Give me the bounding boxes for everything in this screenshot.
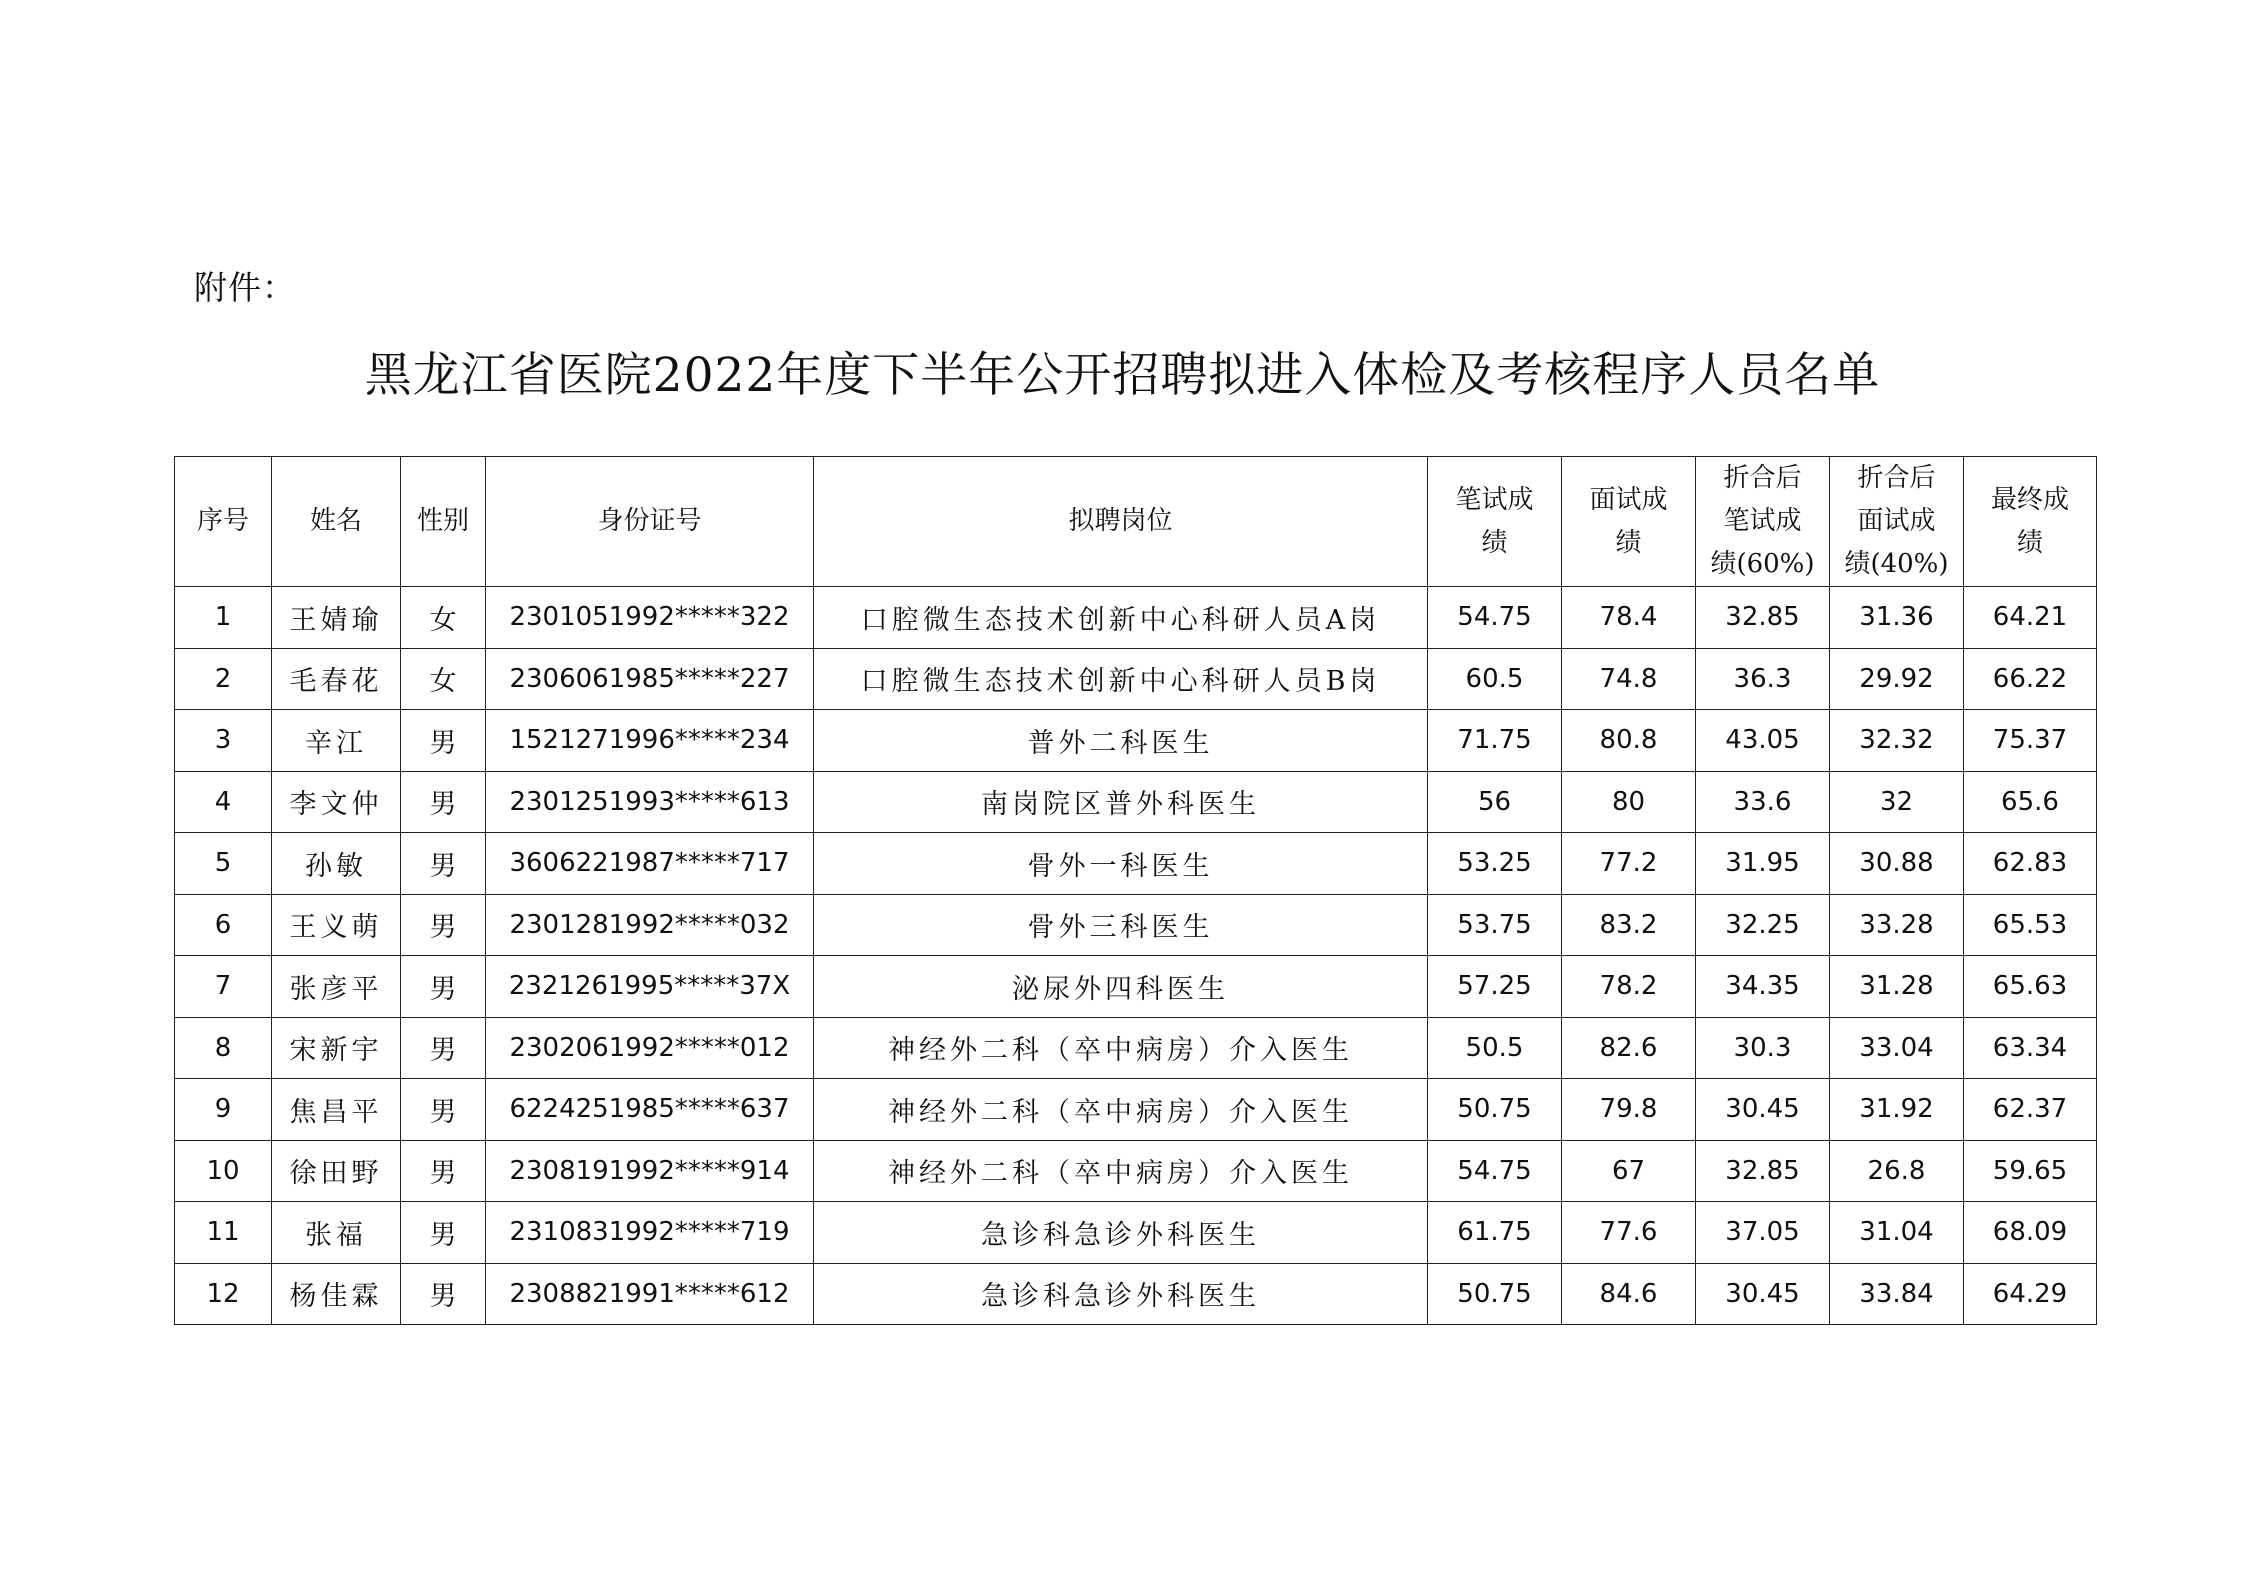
header-text-line: 笔试成 xyxy=(1455,484,1534,515)
table-row xyxy=(175,648,2097,710)
cell-weighted-written-score: 30.45 xyxy=(1696,1263,1830,1325)
cell-weighted-written-score: 32.25 xyxy=(1696,894,1830,956)
cell-weighted-written-score: 36.3 xyxy=(1696,648,1830,710)
header-weighted-written-score xyxy=(1696,457,1830,587)
header-id-number xyxy=(486,457,814,587)
cell-final-score: 68.09 xyxy=(1964,1202,2097,1264)
header-text-line: 姓名 xyxy=(309,506,362,536)
cell-name: 王婧瑜 xyxy=(272,587,401,649)
cell-weighted-written-score: 37.05 xyxy=(1696,1202,1830,1264)
cell-name: 张福 xyxy=(272,1202,401,1264)
cell-seq: 5 xyxy=(175,833,272,895)
header-text-line: 拟聘岗位 xyxy=(1068,506,1173,536)
cell-gender: 男 xyxy=(401,1017,486,1079)
cell-final-score: 63.34 xyxy=(1964,1017,2097,1079)
cell-name: 杨佳霖 xyxy=(272,1263,401,1325)
table-row xyxy=(175,1140,2097,1202)
cell-id-number: 3606221987*****717 xyxy=(486,833,814,895)
cell-position: 泌尿外四科医生 xyxy=(814,956,1428,1018)
cell-written-score: 54.75 xyxy=(1428,587,1562,649)
cell-id-number: 6224251985*****637 xyxy=(486,1079,814,1141)
header-text-line: 绩 xyxy=(2016,527,2043,558)
cell-final-score: 75.37 xyxy=(1964,710,2097,772)
cell-written-score: 57.25 xyxy=(1428,956,1562,1018)
cell-weighted-written-score: 32.85 xyxy=(1696,1140,1830,1202)
cell-id-number: 2301051992*****322 xyxy=(486,587,814,649)
cell-interview-score: 78.4 xyxy=(1562,587,1696,649)
header-interview-score xyxy=(1562,457,1696,587)
cell-weighted-written-score: 33.6 xyxy=(1696,771,1830,833)
cell-final-score: 66.22 xyxy=(1964,648,2097,710)
cell-id-number: 2308821991*****612 xyxy=(486,1263,814,1325)
header-text-line: 面试成 xyxy=(1589,484,1668,515)
cell-weighted-interview-score: 31.92 xyxy=(1830,1079,1964,1141)
cell-weighted-interview-score: 26.8 xyxy=(1830,1140,1964,1202)
cell-interview-score: 80.8 xyxy=(1562,710,1696,772)
cell-weighted-interview-score: 30.88 xyxy=(1830,833,1964,895)
header-name xyxy=(272,457,401,587)
cell-seq: 10 xyxy=(175,1140,272,1202)
header-text-line: 绩 xyxy=(1481,527,1508,558)
header-text-line: 绩 xyxy=(1615,527,1642,558)
cell-interview-score: 78.2 xyxy=(1562,956,1696,1018)
cell-id-number: 2321261995*****37X xyxy=(486,956,814,1018)
cell-final-score: 64.21 xyxy=(1964,587,2097,649)
table-row xyxy=(175,1017,2097,1079)
cell-seq: 4 xyxy=(175,771,272,833)
cell-weighted-interview-score: 33.04 xyxy=(1830,1017,1964,1079)
cell-seq: 9 xyxy=(175,1079,272,1141)
header-text-line: 折合后 xyxy=(1857,463,1936,493)
cell-gender: 男 xyxy=(401,710,486,772)
candidate-table xyxy=(174,456,2097,1325)
cell-id-number: 2308191992*****914 xyxy=(486,1140,814,1202)
header-text-line: 笔试成 xyxy=(1723,506,1802,536)
cell-weighted-written-score: 34.35 xyxy=(1696,956,1830,1018)
cell-position: 骨外三科医生 xyxy=(814,894,1428,956)
table-row xyxy=(175,771,2097,833)
table-row xyxy=(175,833,2097,895)
cell-written-score: 53.75 xyxy=(1428,894,1562,956)
cell-interview-score: 67 xyxy=(1562,1140,1696,1202)
cell-seq: 2 xyxy=(175,648,272,710)
cell-seq: 7 xyxy=(175,956,272,1018)
cell-weighted-interview-score: 33.84 xyxy=(1830,1263,1964,1325)
cell-interview-score: 84.6 xyxy=(1562,1263,1696,1325)
cell-final-score: 65.63 xyxy=(1964,956,2097,1018)
header-seq xyxy=(175,457,272,587)
table-row xyxy=(175,894,2097,956)
cell-name: 毛春花 xyxy=(272,648,401,710)
cell-id-number: 2306061985*****227 xyxy=(486,648,814,710)
cell-written-score: 60.5 xyxy=(1428,648,1562,710)
header-final-score xyxy=(1964,457,2097,587)
table-body xyxy=(175,587,2097,1325)
cell-position: 神经外二科（卒中病房）介入医生 xyxy=(814,1140,1428,1202)
cell-weighted-written-score: 30.3 xyxy=(1696,1017,1830,1079)
cell-written-score: 50.75 xyxy=(1428,1079,1562,1141)
cell-name: 王义萌 xyxy=(272,894,401,956)
cell-id-number: 2301251993*****613 xyxy=(486,771,814,833)
header-written-score xyxy=(1428,457,1562,587)
cell-seq: 8 xyxy=(175,1017,272,1079)
cell-id-number: 2301281992*****032 xyxy=(486,894,814,956)
header-text-line: 绩(40%) xyxy=(1844,549,1949,579)
header-gender xyxy=(401,457,486,587)
cell-written-score: 56 xyxy=(1428,771,1562,833)
cell-seq: 12 xyxy=(175,1263,272,1325)
cell-weighted-written-score: 43.05 xyxy=(1696,710,1830,772)
cell-seq: 1 xyxy=(175,587,272,649)
header-text-line: 面试成 xyxy=(1857,506,1936,536)
cell-position: 神经外二科（卒中病房）介入医生 xyxy=(814,1017,1428,1079)
cell-weighted-interview-score: 29.92 xyxy=(1830,648,1964,710)
cell-weighted-written-score: 32.85 xyxy=(1696,587,1830,649)
cell-gender: 男 xyxy=(401,771,486,833)
table-row xyxy=(175,1202,2097,1264)
cell-written-score: 61.75 xyxy=(1428,1202,1562,1264)
cell-weighted-written-score: 31.95 xyxy=(1696,833,1830,895)
cell-name: 孙敏 xyxy=(272,833,401,895)
cell-position: 普外二科医生 xyxy=(814,710,1428,772)
cell-interview-score: 79.8 xyxy=(1562,1079,1696,1141)
cell-seq: 3 xyxy=(175,710,272,772)
cell-position: 骨外一科医生 xyxy=(814,833,1428,895)
cell-final-score: 59.65 xyxy=(1964,1140,2097,1202)
cell-weighted-interview-score: 32 xyxy=(1830,771,1964,833)
cell-gender: 男 xyxy=(401,833,486,895)
cell-seq: 6 xyxy=(175,894,272,956)
cell-weighted-interview-score: 31.36 xyxy=(1830,587,1964,649)
header-weighted-interview-score xyxy=(1830,457,1964,587)
cell-gender: 男 xyxy=(401,1140,486,1202)
cell-interview-score: 82.6 xyxy=(1562,1017,1696,1079)
cell-final-score: 65.53 xyxy=(1964,894,2097,956)
cell-position: 急诊科急诊外科医生 xyxy=(814,1263,1428,1325)
cell-weighted-written-score: 30.45 xyxy=(1696,1079,1830,1141)
cell-final-score: 62.83 xyxy=(1964,833,2097,895)
cell-gender: 女 xyxy=(401,587,486,649)
cell-written-score: 54.75 xyxy=(1428,1140,1562,1202)
cell-gender: 男 xyxy=(401,1202,486,1264)
cell-final-score: 64.29 xyxy=(1964,1263,2097,1325)
cell-name: 宋新宇 xyxy=(272,1017,401,1079)
cell-id-number: 1521271996*****234 xyxy=(486,710,814,772)
cell-gender: 男 xyxy=(401,1079,486,1141)
cell-gender: 男 xyxy=(401,1263,486,1325)
cell-name: 张彦平 xyxy=(272,956,401,1018)
header-text-line: 性别 xyxy=(416,506,469,536)
header-text-line: 最终成 xyxy=(1990,484,2069,515)
header-text-line: 绩(60%) xyxy=(1710,549,1815,579)
cell-written-score: 50.75 xyxy=(1428,1263,1562,1325)
table-header-row xyxy=(175,457,2097,587)
cell-name: 辛江 xyxy=(272,710,401,772)
cell-weighted-interview-score: 31.28 xyxy=(1830,956,1964,1018)
table-row xyxy=(175,587,2097,649)
cell-weighted-interview-score: 33.28 xyxy=(1830,894,1964,956)
cell-position: 急诊科急诊外科医生 xyxy=(814,1202,1428,1264)
cell-gender: 男 xyxy=(401,894,486,956)
table-row xyxy=(175,956,2097,1018)
table-row xyxy=(175,1263,2097,1325)
cell-position: 口腔微生态技术创新中心科研人员B岗 xyxy=(814,648,1428,710)
cell-position: 口腔微生态技术创新中心科研人员A岗 xyxy=(814,587,1428,649)
cell-final-score: 65.6 xyxy=(1964,771,2097,833)
cell-seq: 11 xyxy=(175,1202,272,1264)
cell-name: 焦昌平 xyxy=(272,1079,401,1141)
header-text-line: 折合后 xyxy=(1723,463,1802,493)
header-position xyxy=(814,457,1428,587)
cell-id-number: 2302061992*****012 xyxy=(486,1017,814,1079)
cell-id-number: 2310831992*****719 xyxy=(486,1202,814,1264)
cell-interview-score: 80 xyxy=(1562,771,1696,833)
cell-gender: 女 xyxy=(401,648,486,710)
cell-final-score: 62.37 xyxy=(1964,1079,2097,1141)
cell-gender: 男 xyxy=(401,956,486,1018)
table-row xyxy=(175,1079,2097,1141)
header-text-line: 序号 xyxy=(196,506,249,536)
page-title: 黑龙江省医院2022年度下半年公开招聘拟进入体检及考核程序人员名单 xyxy=(364,348,1881,403)
cell-position: 神经外二科（卒中病房）介入医生 xyxy=(814,1079,1428,1141)
attachment-label: 附件： xyxy=(194,268,296,307)
cell-written-score: 71.75 xyxy=(1428,710,1562,772)
cell-interview-score: 83.2 xyxy=(1562,894,1696,956)
table-row xyxy=(175,710,2097,772)
cell-weighted-interview-score: 31.04 xyxy=(1830,1202,1964,1264)
header-text-line: 身份证号 xyxy=(597,506,702,536)
cell-interview-score: 77.6 xyxy=(1562,1202,1696,1264)
cell-position: 南岗院区普外科医生 xyxy=(814,771,1428,833)
cell-written-score: 53.25 xyxy=(1428,833,1562,895)
cell-name: 李文仲 xyxy=(272,771,401,833)
cell-name: 徐田野 xyxy=(272,1140,401,1202)
cell-written-score: 50.5 xyxy=(1428,1017,1562,1079)
cell-interview-score: 74.8 xyxy=(1562,648,1696,710)
cell-weighted-interview-score: 32.32 xyxy=(1830,710,1964,772)
cell-interview-score: 77.2 xyxy=(1562,833,1696,895)
